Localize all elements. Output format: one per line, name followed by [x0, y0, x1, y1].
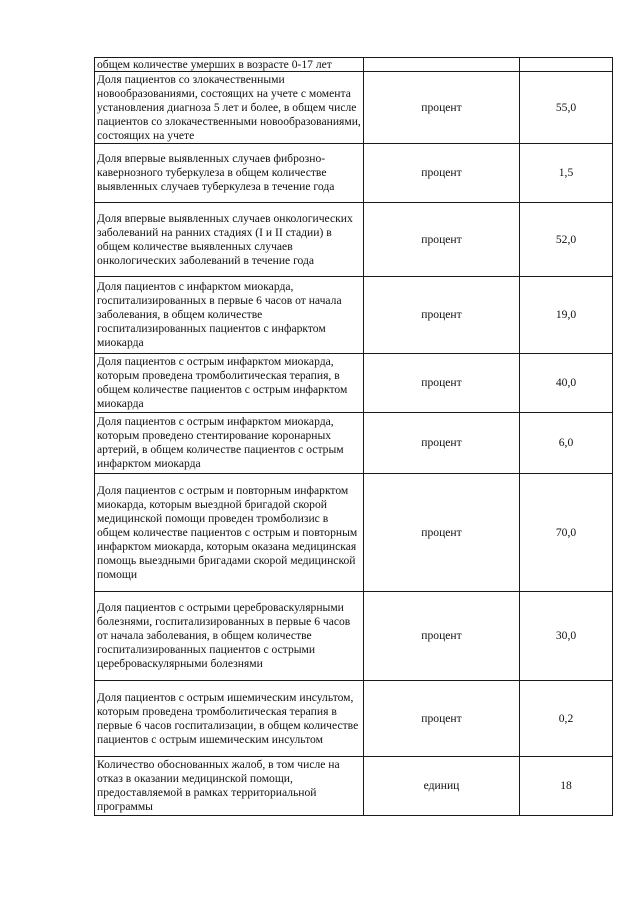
- indicator-unit: единиц: [364, 757, 520, 816]
- indicator-unit: процент: [364, 413, 520, 474]
- indicator-name: Доля пациентов с острыми цереброваскулярными болезнями, госпитализированных в первые 6 часов от начала заболевания, в общем количестве госпитализированных пациентов с острыми цереброваскулярными болезнями: [95, 592, 364, 681]
- table-row: [95, 144, 613, 203]
- indicator-name: общем количестве умерших в возрасте 0-17 лет: [95, 58, 364, 72]
- indicator-name: Количество обоснованных жалоб, в том числе на отказ в оказании медицинской помощи, предоставляемой в рамках территориальной программы: [95, 757, 364, 816]
- indicator-value: 0,2: [520, 681, 613, 757]
- indicator-unit: процент: [364, 354, 520, 413]
- indicator-value: 6,0: [520, 413, 613, 474]
- indicator-name: Доля пациентов с острым инфарктом миокарда, которым проведена тромболитическая терапия, в общем количестве пациентов с острым инфарктом миокарда: [95, 354, 364, 413]
- table-row: [95, 354, 613, 413]
- indicator-value: 1,5: [520, 144, 613, 203]
- indicator-unit: процент: [364, 681, 520, 757]
- indicator-unit: процент: [364, 474, 520, 592]
- indicator-name: Доля пациентов с острым ишемическим инсультом, которым проведена тромболитическая терапия в первые 6 часов госпитализации, в общем количестве пациентов с острым ишемическим инсультом: [95, 681, 364, 757]
- table-row: [95, 203, 613, 277]
- indicator-value: 40,0: [520, 354, 613, 413]
- indicator-value: 70,0: [520, 474, 613, 592]
- indicator-value: 18: [520, 757, 613, 816]
- indicator-unit: [364, 58, 520, 72]
- indicator-name: Доля впервые выявленных случаев онкологических заболеваний на ранних стадиях (I и II стадии) в общем количестве выявленных случаев онкологических заболеваний в течение года: [95, 203, 364, 277]
- table-row: [95, 681, 613, 757]
- indicator-value: [520, 58, 613, 72]
- indicator-name: Доля пациентов с острым и повторным инфарктом миокарда, которым выездной бригадой скорой медицинской помощи проведен тромболизис в общем количестве пациентов с острым и повторным инфарктом миокарда, которым оказана медицинская помощь выездными бригадами скорой медицинской помощи: [95, 474, 364, 592]
- table-row: [95, 58, 613, 72]
- table-row: [95, 277, 613, 354]
- indicator-unit: процент: [364, 203, 520, 277]
- indicator-name: Доля впервые выявленных случаев фиброзно-кавернозного туберкулеза в общем количестве выявленных случаев туберкулеза в течение года: [95, 144, 364, 203]
- table-row: [95, 592, 613, 681]
- indicator-unit: процент: [364, 277, 520, 354]
- indicator-unit: процент: [364, 592, 520, 681]
- indicators-table: [94, 57, 613, 816]
- table-row: [95, 757, 613, 816]
- indicator-name: Доля пациентов с инфарктом миокарда, госпитализированных в первые 6 часов от начала заболевания, в общем количестве госпитализированных пациентов с инфарктом миокарда: [95, 277, 364, 354]
- indicator-value: 55,0: [520, 72, 613, 144]
- indicator-value: 52,0: [520, 203, 613, 277]
- table-row: [95, 413, 613, 474]
- indicator-unit: процент: [364, 72, 520, 144]
- table-row: [95, 474, 613, 592]
- table-row: [95, 72, 613, 144]
- indicator-unit: процент: [364, 144, 520, 203]
- indicator-name: Доля пациентов с острым инфарктом миокарда, которым проведено стентирование коронарных артерий, в общем количестве пациентов с острым инфарктом миокарда: [95, 413, 364, 474]
- indicator-value: 19,0: [520, 277, 613, 354]
- indicator-value: 30,0: [520, 592, 613, 681]
- indicator-name: Доля пациентов со злокачественными новообразованиями, состоящих на учете с момента установления диагноза 5 лет и более, в общем числе пациентов со злокачественными новообразованиями, состоящих на учете: [95, 72, 364, 144]
